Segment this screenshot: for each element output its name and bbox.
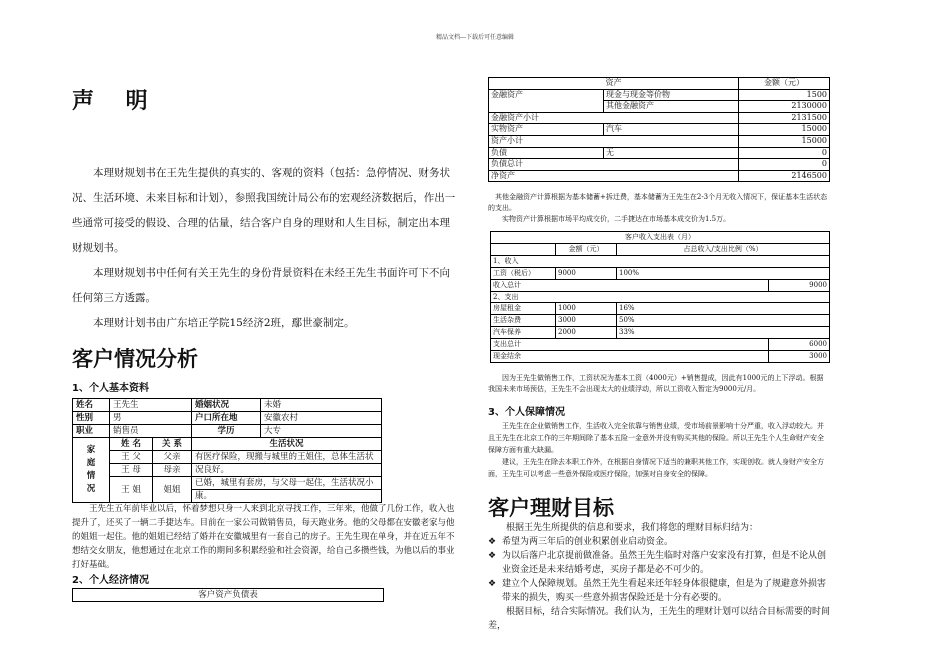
- bullet-icon: ❖: [488, 579, 497, 589]
- table-cell: 王先生: [110, 399, 192, 412]
- list-item: [488, 549, 830, 577]
- table-row: [73, 425, 382, 438]
- income-expense-table: [490, 231, 830, 363]
- table-cell: 3000: [556, 315, 617, 327]
- table-row: [73, 412, 382, 425]
- table-cell: 职业: [73, 425, 110, 438]
- table-cell: 未婚: [261, 399, 382, 412]
- balance-sheet-caption: 客户资产负债表: [72, 588, 384, 602]
- table-row: [491, 351, 830, 363]
- table-cell: 9000: [556, 267, 617, 279]
- family-label-char: 情: [86, 471, 96, 481]
- table-cell: 学历: [192, 425, 261, 438]
- basic-info-heading: 1、个人基本资料: [72, 383, 149, 394]
- table-row: [489, 124, 830, 136]
- table-cell: 安徽农村: [261, 412, 382, 425]
- table-cell: 姐姐: [153, 477, 192, 503]
- list-item-text: 希望为两三年后的创业积累创业启动资金。: [502, 537, 674, 547]
- table-row: [489, 135, 830, 147]
- table-cell: 2、支出: [491, 291, 830, 303]
- table-cell: 16%: [617, 303, 830, 315]
- table-row: [491, 315, 830, 327]
- balance-notes: [488, 192, 830, 225]
- table-row: [491, 243, 830, 255]
- table-row: [73, 477, 382, 490]
- table-title-cell: 客户收入支出表（月）: [491, 232, 830, 244]
- table-row: [73, 438, 382, 451]
- table-cell: 资产小计: [489, 135, 739, 147]
- table-cell: 9000: [769, 279, 830, 291]
- table-cell: 汽车: [604, 124, 739, 136]
- table-cell: 0: [739, 159, 830, 171]
- table-cell: 况良好。: [192, 464, 382, 477]
- family-label-char: 家: [86, 445, 96, 455]
- insurance-body: [488, 420, 830, 480]
- table-cell: 工资（税后）: [491, 267, 556, 279]
- client-analysis-title: 客户情况分析: [72, 347, 198, 371]
- basic-info-paragraph: 王先生五年前毕业以后，怀着梦想只身一人来到北京寻找工作，三年来，他做了几份工作，收入也提升了，还买了一辆二手捷达车。目前在一家公司做销售员，每天跑业务。他的父母都在安徽老家与他的姐姐一起住。他的姐姐已经结了婚并在安徽城里有一套自己的房子。王先生现在单身，并在近五年不想结交女朋友，他想通过在北京工作的期间多积累经验和社会资源，给自己多攒些钱，为他以后的事业打好基础。: [72, 504, 455, 570]
- goals-title: 客户理财目标: [488, 496, 614, 520]
- table-row: [489, 112, 830, 124]
- table-row: [491, 232, 830, 244]
- table-cell: 实物资产: [489, 124, 604, 136]
- table-row: [73, 464, 382, 477]
- table-cell: 15000: [739, 124, 830, 136]
- table-header-cell: 资产: [489, 78, 739, 90]
- insurance-heading: 3、个人保障情况: [488, 407, 565, 418]
- income-note: 因为王先生做销售工作，工资状况为基本工资（4000元）+销售提成，因此有1000元的上下浮动。根据我国未来市场预估，王先生不会出现太大的业绩浮动，所以工资收入暂定为9000元/月。: [488, 374, 824, 393]
- family-label-char: 庭: [86, 458, 96, 468]
- table-cell: 33%: [617, 327, 830, 339]
- table-row: [489, 78, 830, 90]
- table-header-cell: 关 系: [153, 438, 192, 451]
- declaration-paragraph: 本理财规划书中任何有关王先生的身份背景资料在未经王先生书面许可下不向任何第三方透露。: [72, 267, 450, 304]
- table-cell: 生活杂费: [491, 315, 556, 327]
- declaration-paragraph: 本理财规划书在王先生提供的真实的、客观的资料（包括：急停情况、财务状况、生活环境、未来目标和计划），参照我国统计局公布的宏观经济数据后，作出一些通常可接受的假设、合理的估量，结合客户自身的理财和人生目标，制定出本理财规划书。: [72, 167, 456, 254]
- table-cell: 2130000: [739, 101, 830, 113]
- table-cell: 销售员: [110, 425, 192, 438]
- table-cell: 50%: [617, 315, 830, 327]
- table-cell: 无: [604, 147, 739, 159]
- family-label-char: 况: [86, 484, 96, 494]
- list-item: [488, 535, 830, 549]
- balance-sheet-table: [488, 77, 830, 182]
- goals-closing: 根据目标，结合实际情况。我们认为，王先生的理财计划可以结合目标需要的时间差，: [488, 607, 831, 631]
- table-cell: 15000: [739, 135, 830, 147]
- table-cell: 3000: [769, 351, 830, 363]
- table-header-cell: 金额（元）: [739, 78, 830, 90]
- table-row: [489, 89, 830, 101]
- table-cell: 0: [739, 147, 830, 159]
- table-cell: 净资产: [489, 170, 739, 182]
- goals-body: [488, 521, 830, 633]
- header-note: 精品文档---下载后可任意编辑: [435, 34, 515, 41]
- balance-note: 其他金融资产计算根据为基本储蓄+拆迁费，基本储蓄为王先生在2-3个月无收入情况下，保证基本生活状态的支出。: [488, 193, 828, 212]
- table-row: [491, 255, 830, 267]
- table-row: [491, 303, 830, 315]
- declaration-body: [72, 161, 458, 336]
- table-row: [491, 327, 830, 339]
- table-cell: 男: [110, 412, 192, 425]
- insurance-paragraph: 王先生在企业做销售工作，生活收入完全依靠与销售业绩，受市场前景影响十分严重，收入浮动较大。并且王先生在北京工作的三年期间除了基本五险一金意外并没有购买其他的保险。所以王先生个人生命财产安全保障方面有重大缺漏。: [488, 422, 824, 454]
- table-header-cell: 姓 名: [110, 438, 153, 451]
- table-header-cell: 占总收入/支出比例（%）: [617, 243, 830, 255]
- declaration-title: 声 明: [72, 89, 160, 114]
- table-cell: 房屋租金: [491, 303, 556, 315]
- table-cell: 父亲: [153, 451, 192, 464]
- insurance-paragraph: 建议，王先生在除去本职工作外，在根据自身情况下适当的兼职其他工作，实现创收。就人身财产安全方面，王先生可以考虑一些意外保险或医疗保险，加强对自身安全的保障。: [488, 458, 824, 478]
- table-cell: 金融资产: [489, 89, 604, 112]
- bullet-icon: ❖: [488, 551, 497, 561]
- list-item-text: 为以后落户北京提前做准备。虽然王先生临时对落户安家没有打算，但是不论从创业资金还是未来结婚考虑，买房子都是必不可少的。: [502, 551, 827, 575]
- table-row: [73, 451, 382, 464]
- table-cell: 王 父: [110, 451, 153, 464]
- table-cell: 1、收入: [491, 255, 830, 267]
- family-label: [73, 438, 110, 503]
- table-cell: 1500: [739, 89, 830, 101]
- balance-note: 实物资产计算根据市场平均成交价，二手捷达在市场基本成交价为1.5万。: [502, 215, 731, 223]
- table-cell: 现金与现金等价物: [604, 89, 739, 101]
- table-cell: 负债总计: [489, 159, 739, 171]
- economic-heading: 2、个人经济情况: [72, 575, 149, 586]
- table-row: [73, 399, 382, 412]
- table-cell: 其他金融资产: [604, 101, 739, 113]
- table-cell: 康。: [192, 490, 382, 503]
- table-cell: 金融资产小计: [489, 112, 739, 124]
- table-header-cell: 生活状况: [192, 438, 382, 451]
- basic-info-table: [72, 398, 382, 503]
- table-cell: 姓名: [73, 399, 110, 412]
- table-cell: 王 母: [110, 464, 153, 477]
- table-cell: 王 姐: [110, 477, 153, 503]
- table-cell: 收入总计: [491, 279, 769, 291]
- table-cell: 已婚，城里有套房，与父母一起住，生活状况小: [192, 477, 382, 490]
- list-item-text: 建立个人保障规划。虽然王先生看起来还年轻身体很健康，但是为了规避意外损害带来的损失，购买一些意外损害保险还是十分有必要的。: [502, 579, 827, 603]
- table-row: [489, 170, 830, 182]
- goals-list: [488, 535, 830, 605]
- declaration-paragraph: 本理财计划书由广东培正学院15经济2班，鄢世豪制定。: [93, 317, 355, 329]
- table-cell: 负债: [489, 147, 604, 159]
- table-row: [489, 147, 830, 159]
- table-header-cell: [491, 243, 556, 255]
- table-row: [491, 279, 830, 291]
- table-row: [489, 159, 830, 171]
- list-item: [488, 577, 830, 605]
- table-cell: 汽车保养: [491, 327, 556, 339]
- table-cell: 6000: [769, 339, 830, 351]
- table-header-cell: 金额（元）: [556, 243, 617, 255]
- table-cell: 大专: [261, 425, 382, 438]
- table-row: [491, 339, 830, 351]
- table-cell: 2146500: [739, 170, 830, 182]
- table-cell: 母亲: [153, 464, 192, 477]
- table-cell: 性别: [73, 412, 110, 425]
- table-cell: 2131500: [739, 112, 830, 124]
- table-cell: 户口所在地: [192, 412, 261, 425]
- table-cell: 1000: [556, 303, 617, 315]
- table-cell: 100%: [617, 267, 830, 279]
- table-row: [491, 267, 830, 279]
- table-cell: 2000: [556, 327, 617, 339]
- table-cell: 现金结余: [491, 351, 769, 363]
- table-cell: 支出总计: [491, 339, 769, 351]
- goals-intro: 根据王先生所提供的信息和要求，我们将您的理财目标归结为：: [506, 523, 759, 533]
- bullet-icon: ❖: [488, 537, 497, 547]
- table-row: [491, 291, 830, 303]
- table-cell: 婚姻状况: [192, 399, 261, 412]
- table-cell: 有医疗保险，现搬与城里的王姐住，总体生活状: [192, 451, 382, 464]
